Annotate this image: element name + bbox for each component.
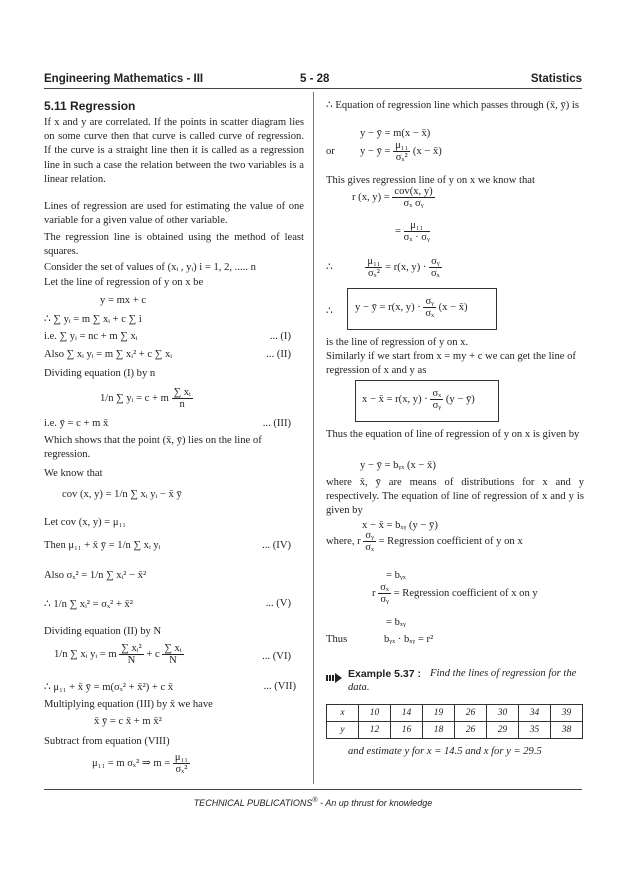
correlation-definition [352, 186, 435, 209]
fraction-numerator: μ₁₁ [367, 256, 381, 267]
fraction-numerator: μ₁₁ [395, 140, 409, 151]
thus-equation-text: Thus the equation of line of regression of y on x is given by [326, 429, 580, 440]
fraction-denominator: n [179, 399, 185, 410]
r-label: r [372, 587, 376, 599]
gives-text: This gives regression line of y on x we know that [326, 175, 535, 186]
fraction [378, 582, 391, 605]
table-cell: 34 [519, 705, 551, 722]
equation-i: i.e. ∑ yᵢ = nc + m ∑ xᵢ [44, 331, 138, 342]
where-label: where, r [326, 535, 361, 547]
equation-iii: i.e. ȳ = c + m x̄ [44, 418, 109, 429]
coefficient-y-on-x-text: = Regression coefficient of y on x [378, 535, 523, 547]
equation-multiply: x̄ ȳ = c x̄ + m x̄² [94, 716, 162, 727]
fraction [363, 530, 376, 553]
covariance-equation: cov (x, y) = 1/n ∑ xᵢ yᵢ − x̄ ȳ [62, 489, 182, 500]
table-cell: 26 [455, 705, 487, 722]
table-cell: 39 [551, 705, 583, 722]
fraction [429, 256, 442, 279]
tag-ii: ... (II) [266, 349, 291, 360]
where-means-text: where x̄, ȳ are means of distributions for x and y respectively. The equation of line of regression of x and y is given by [326, 477, 584, 517]
equation-ii: Also ∑ xᵢ yᵢ = m ∑ xᵢ² + c ∑ xᵢ [44, 349, 172, 360]
header-rule [44, 88, 582, 89]
table-cell: 35 [519, 722, 551, 739]
paragraph-4: Consider the set of values of (xᵢ , yᵢ) i = 1, 2, ..... n [44, 262, 256, 273]
table-cell: 14 [391, 705, 423, 722]
correlation-label: r (x, y) = [352, 191, 390, 203]
arrow-icon [326, 670, 342, 688]
equation-bxy: x − x̄ = bₓᵧ (y − ȳ) [362, 520, 438, 531]
fraction [392, 186, 434, 209]
fraction-denominator: σₓ σᵧ [403, 198, 424, 209]
tag-v: ... (V) [265, 598, 291, 609]
page-number: 5 - 28 [300, 73, 330, 85]
coefficient-x-on-y [372, 582, 538, 605]
fraction-numerator: σₓ [432, 388, 442, 399]
equation-byx: y − ȳ = bᵧₓ (x − x̄) [360, 460, 436, 471]
fraction-denominator: σₓ [430, 268, 440, 279]
fraction-numerator: μ₁₁ [404, 220, 430, 232]
paragraph-1: If x and y are correlated. If the points in scatter diagram lies on some curve then that curve is called curve of regression. If the curve is a straight line then it is called as a regression line in such a case the relation between the two variables is a linear relation. [44, 117, 304, 185]
fraction [404, 220, 430, 243]
estimate-text: and estimate y for x = 14.5 and x for y = 29.5 [348, 746, 542, 757]
tag-iv: ... (IV) [262, 540, 291, 551]
tag-vi: ... (VI) [262, 651, 291, 662]
table-cell: 19 [423, 705, 455, 722]
or-label: or [326, 146, 335, 157]
we-know: We know that [44, 468, 103, 479]
fraction [393, 140, 410, 163]
box1-lhs: y − ȳ = r(x, y) · [355, 301, 421, 313]
fraction-numerator: cov(x, y) [394, 186, 433, 197]
fraction-denominator: σᵧ [432, 400, 442, 411]
regression-y-on-x [355, 296, 468, 319]
table-cell: 12 [359, 722, 391, 739]
equation-vii: ∴ μ₁₁ + x̄ ȳ = m(σₓ² + x̄²) + c x̄ [44, 682, 174, 693]
table-cell: x [327, 705, 359, 722]
fraction-numerator: σᵧ [431, 256, 440, 267]
similarly-text: Similarly if we start from x = my + c we can get the line of regression of x and y as [326, 351, 576, 377]
equation-r2 [360, 140, 442, 163]
regression-line-intro: ∴ Equation of regression line which passes through (x̄, ȳ) is [326, 100, 579, 111]
multiply-text: Multiplying equation (III) by x̄ we have [44, 699, 213, 710]
data-table [326, 704, 583, 739]
example-label: Example 5.37 : [348, 668, 421, 680]
equation-final [92, 752, 190, 775]
footer-rule [44, 789, 582, 790]
therefore-symbol: ∴ [326, 261, 333, 273]
equation-vi-mid: + c [146, 648, 160, 660]
equation-vi [54, 643, 184, 666]
fraction [172, 387, 193, 410]
table-cell: 10 [359, 705, 391, 722]
fraction-denominator: σₓ² [175, 764, 188, 775]
coefficient-x-on-y-text: = Regression coefficient of x on y [393, 587, 538, 599]
equation-r2-lhs: y − ȳ = [360, 145, 391, 157]
table-cell: 16 [391, 722, 423, 739]
fraction-denominator: σₓ [365, 542, 375, 553]
table-cell: 26 [455, 722, 487, 739]
footer-brand: TECHNICAL PUBLICATIONS [193, 798, 313, 808]
tag-vii: ... (VII) [263, 681, 296, 692]
column-divider [313, 92, 314, 784]
fraction-numerator: ∑ xᵢ [173, 387, 191, 398]
paragraph-3: The regression line is obtained using the method of least squares. [44, 232, 304, 258]
box2-lhs: x − x̄ = r(x, y) · [362, 393, 428, 405]
correlation-definition-2 [395, 220, 430, 243]
regression-x-on-y [362, 388, 475, 411]
fraction-denominator: σₓ · σᵧ [403, 232, 430, 243]
table-cell: 18 [423, 722, 455, 739]
fraction-denominator: σᵧ [380, 594, 389, 605]
fraction-numerator: ∑ xᵢ² [121, 643, 142, 654]
footer [0, 797, 626, 808]
product-equation: bᵧₓ · bₓᵧ = r² [384, 634, 434, 645]
equation-iv: Then μ₁₁ + x̄ ȳ = 1/n ∑ xᵢ yᵢ [44, 540, 161, 551]
equation-vi-lhs: 1/n ∑ xᵢ yᵢ = m [54, 648, 117, 660]
registered-mark: ® [312, 797, 318, 804]
divide-by-n: Dividing equation (I) by n [44, 368, 156, 379]
where-coefficient-y-on-x [326, 530, 523, 553]
therefore-symbol-2: ∴ [326, 306, 333, 317]
table-cell: y [327, 722, 359, 739]
fraction-numerator: σᵧ [365, 530, 374, 541]
section-title: 5.11 Regression [44, 99, 136, 113]
equation-divide [100, 387, 193, 410]
fraction-denominator: N [127, 655, 136, 666]
equation-final-lhs: μ₁₁ = m σₓ² ⇒ m = [92, 757, 171, 769]
fraction [173, 752, 190, 775]
table-cell: 30 [487, 705, 519, 722]
is-line-text: is the line of regression of y on x. [326, 337, 469, 348]
example-text: Find the lines of regression for the data. [348, 668, 577, 694]
equation-r1: y − ȳ = m(x − x̄) [360, 128, 431, 139]
byx-label: = bᵧₓ [386, 570, 406, 581]
paragraph-2: Lines of regression are used for estimating the value of one variable for a given value of other variable. [44, 201, 304, 227]
equation-v: ∴ 1/n ∑ xᵢ² = σₓ² + x̄² [44, 599, 133, 610]
table-cell: 38 [551, 722, 583, 739]
fraction-denominator: σₓ² [395, 152, 408, 163]
fraction-denominator: σₓ² [367, 268, 380, 279]
table-cell: 29 [487, 722, 519, 739]
fraction [423, 296, 436, 319]
box2-rhs: (y − ȳ) [445, 393, 475, 405]
equation-divide-lhs: 1/n ∑ yᵢ = c + m [100, 392, 169, 404]
table-row [327, 705, 583, 722]
fraction [119, 643, 143, 666]
header-left: Engineering Mathematics - III [44, 73, 204, 85]
fraction [430, 388, 443, 411]
fraction [162, 643, 183, 666]
therefore-equation-mid: = r(x, y) · [385, 261, 427, 273]
let-covariance: Let cov (x, y) = μ₁₁ [44, 517, 126, 528]
divide-by-N: Dividing equation (II) by N [44, 626, 162, 637]
fraction-denominator: N [169, 655, 177, 666]
box1-rhs: (x − x̄) [438, 301, 468, 313]
tag-i: ... (I) [269, 331, 291, 342]
tag-iii: ... (III) [262, 418, 291, 429]
fraction-denominator: σₓ [425, 308, 435, 319]
equation-sum-1: ∴ ∑ yᵢ = m ∑ xᵢ + c ∑ i [44, 314, 142, 325]
equation-r2-rhs: (x − x̄) [412, 145, 442, 157]
fraction [365, 256, 382, 279]
header-right: Statistics [530, 73, 582, 85]
table-row [327, 722, 583, 739]
fraction-numerator: ∑ xᵢ [164, 643, 182, 654]
thus-label: Thus [326, 634, 348, 645]
footer-tagline: - An up thrust for knowledge [317, 798, 433, 808]
fraction-numerator: σᵧ [425, 296, 434, 307]
therefore-equation-1 [326, 256, 442, 279]
equals-sign: = [395, 225, 401, 237]
subtract-text: Subtract from equation (VIII) [44, 736, 170, 747]
variance-equation: Also σₓ² = 1/n ∑ xᵢ² − x̄² [44, 570, 147, 581]
equation-line: y = mx + c [100, 295, 147, 306]
fraction-numerator: σₓ [380, 582, 389, 593]
point-on-line: Which shows that the point (x̄, ȳ) lies on the line of regression. [44, 435, 262, 461]
fraction-numerator: μ₁₁ [174, 752, 188, 763]
bxy-label: = bₓᵧ [386, 617, 406, 628]
paragraph-5: Let the line of regression of y on x be [44, 277, 204, 288]
